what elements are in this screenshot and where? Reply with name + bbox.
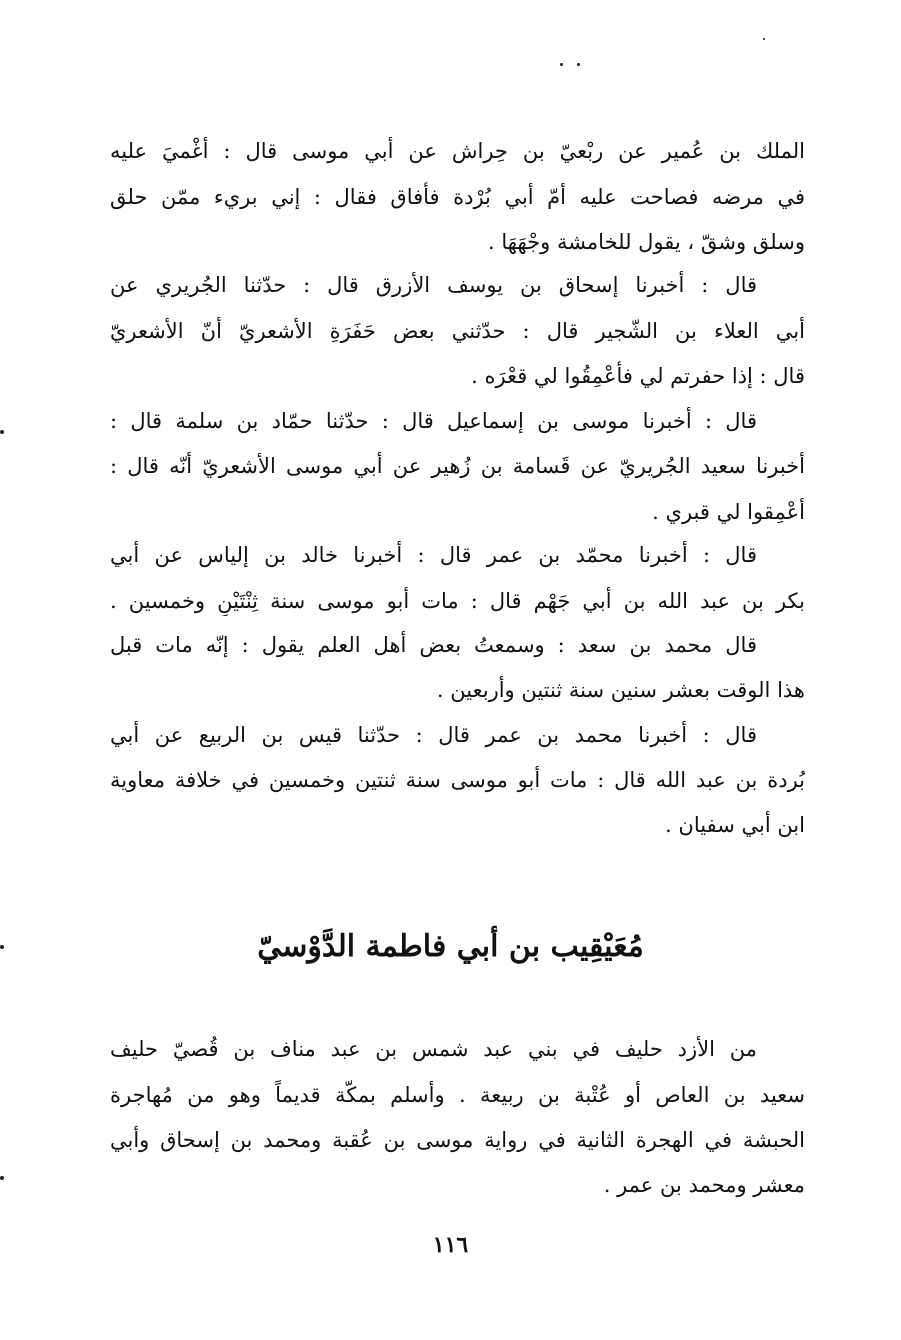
text-line: بُردة بن عبد الله قال : مات أبو موسى سنة ثنتين وخمسين في خلافة معاوية <box>110 768 805 792</box>
section-text-line: من الأزد حليف في بني عبد شمس بن عبد مناف بن قُصيّ حليف <box>110 1037 757 1061</box>
text-line: ابن أبي سفيان . <box>665 813 805 837</box>
section-heading: مُعَيْقِيب بن أبي فاطمة الدَّوْسيّ <box>257 929 644 964</box>
text-line: أبي العلاء بن الشّجير قال : حدّثني بعض حَفَرَةِ الأشعريّ أنّ الأشعريّ <box>110 319 805 343</box>
ink-speck <box>763 38 765 40</box>
text-line: أخبرنا سعيد الجُريريّ عن قَسامة بن زُهير عن أبي موسى الأشعريّ أنّه قال : <box>110 454 805 478</box>
page-number: ١١٦ <box>432 1232 469 1258</box>
section-text-line: الحبشة في الهجرة الثانية في رواية موسى بن عُقبة ومحمد بن إسحاق وأبي <box>110 1128 805 1152</box>
text-line: في مرضه فصاحت عليه أمّ أبي بُرْدة فأفاق فقال : إني بريء ممّن حلق <box>110 185 805 209</box>
ink-speck <box>0 1176 4 1180</box>
text-line: قال : أخبرنا محمّد بن عمر قال : أخبرنا خالد بن إلياس عن أبي <box>110 543 757 567</box>
text-line: قال محمد بن سعد : وسمعتُ بعض أهل العلم يقول : إنّه مات قبل <box>110 633 757 657</box>
text-line: بكر بن عبد الله بن أبي جَهْم قال : مات أبو موسى سنة ثِنْتَيْنِ وخمسين . <box>110 589 805 613</box>
text-line: قال : أخبرنا محمد بن عمر قال : حدّثنا قيس بن الربيع عن أبي <box>110 723 757 747</box>
ink-speck <box>0 430 4 434</box>
text-line: قال : أخبرنا موسى بن إسماعيل قال : حدّثنا حمّاد بن سلمة قال : <box>110 409 757 433</box>
text-line: هذا الوقت بعشر سنين سنة ثنتين وأربعين . <box>436 678 805 702</box>
section-text-line: سعيد بن العاص أو عُتْبة بن ربيعة . وأسلم بمكّة قديماً وهو من مُهاجرة <box>110 1083 805 1107</box>
ink-speck <box>577 63 580 66</box>
text-line: أعْمِقوا لي قبري . <box>652 500 805 524</box>
section-text-line: معشر ومحمد بن عمر . <box>603 1173 805 1197</box>
text-line: قال : إذا حفرتم لي فأعْمِقُوا لي قعْرَه . <box>471 364 805 388</box>
text-line: قال : أخبرنا إسحاق بن يوسف الأزرق قال : حدّثنا الجُريري عن <box>110 273 757 297</box>
text-line: وسلق وشقّ ، يقول للخامشة وجْهَهَا . <box>488 230 805 254</box>
text-line: الملك بن عُمير عن ربْعيّ بن حِراش عن أبي موسى قال : أغْميَ عليه <box>110 139 805 163</box>
ink-speck <box>560 63 563 66</box>
